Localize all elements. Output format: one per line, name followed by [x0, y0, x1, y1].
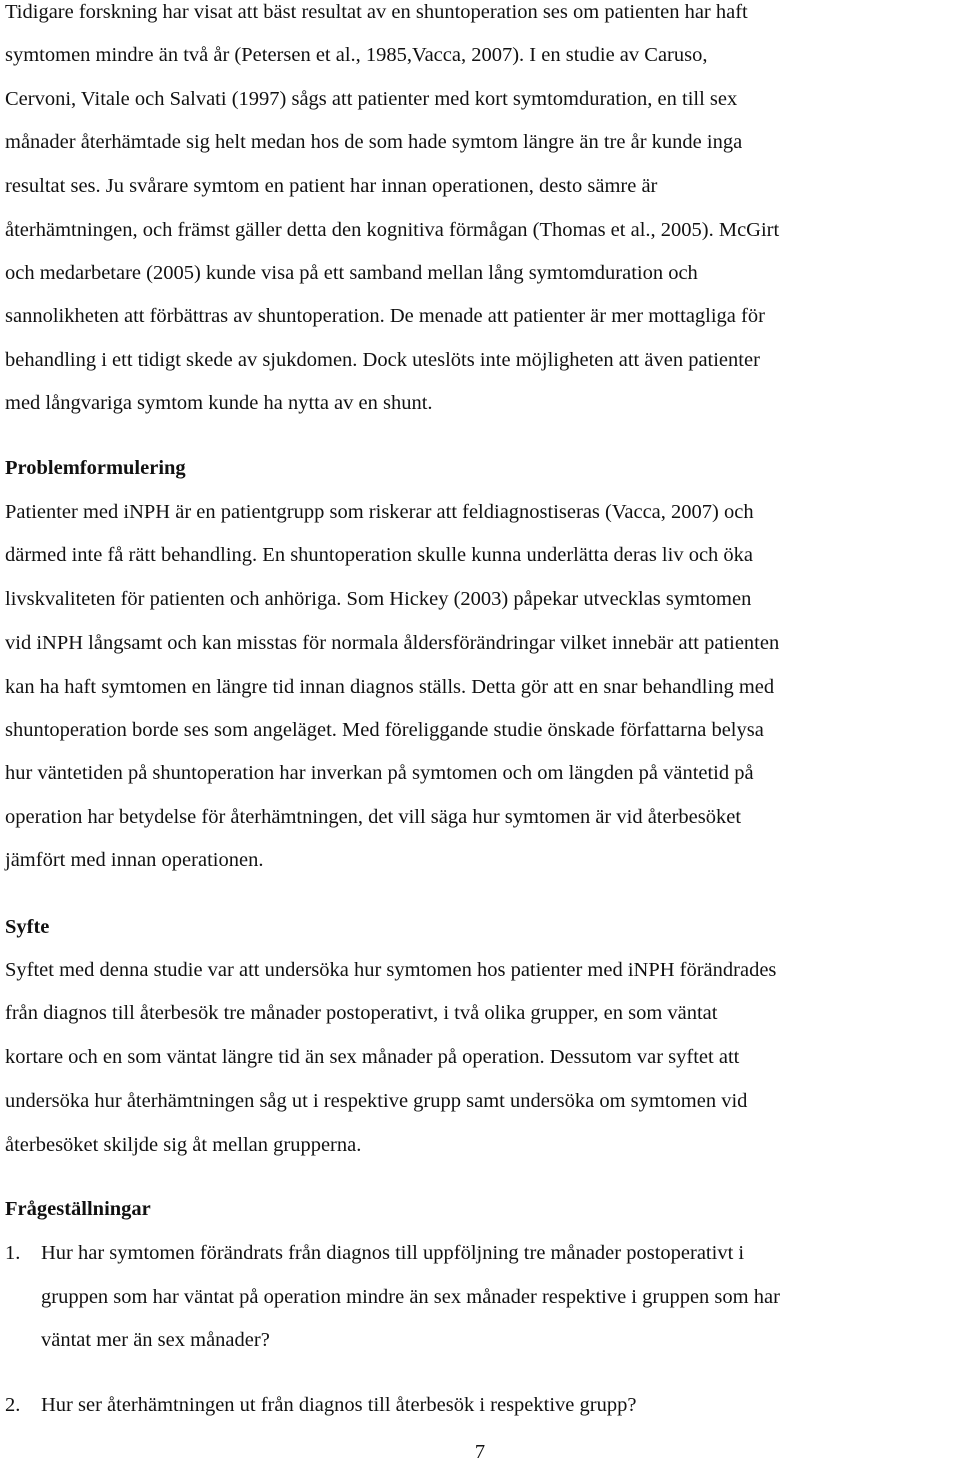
text-line: undersöka hur återhämtningen såg ut i respektive grupp samt undersöka om symtomen vid — [5, 1090, 748, 1112]
text-line: livskvaliteten för patienten och anhöriga. Som Hickey (2003) påpekar utvecklas symtomen — [5, 588, 752, 610]
text-line: återbesöket skiljde sig åt mellan grupperna. — [5, 1134, 362, 1156]
text-line: Cervoni, Vitale och Salvati (1997) sågs att patienter med kort symtomduration, en till sex — [5, 88, 738, 110]
text-line: hur väntetiden på shuntoperation har inverkan på symtomen och om längden på väntetid på — [5, 762, 754, 784]
text-line: väntat mer än sex månader? — [41, 1329, 270, 1351]
page-number: 7 — [474, 1441, 486, 1463]
text-line: Tidigare forskning har visat att bäst resultat av en shuntoperation ses om patienten har haft — [5, 1, 748, 23]
text-line: kan ha haft symtomen en längre tid innan diagnos ställs. Detta gör att en snar behandling med — [5, 676, 775, 698]
text-line: sannolikheten att förbättras av shuntoperation. De menade att patienter är mer mottagliga för — [5, 305, 765, 327]
text-line: shuntoperation borde ses som angeläget. Med föreliggande studie önskade författarna belysa — [5, 719, 764, 741]
list-item-number: 1. — [5, 1242, 21, 1264]
text-line: resultat ses. Ju svårare symtom en patient har innan operationen, desto sämre är — [5, 175, 658, 197]
text-line: Hur har symtomen förändrats från diagnos till uppföljning tre månader postoperativt i — [41, 1242, 745, 1264]
list-item-number: 2. — [5, 1394, 21, 1416]
text-line: jämfört med innan operationen. — [5, 849, 264, 871]
section-heading-syfte: Syfte — [5, 916, 50, 938]
text-line: från diagnos till återbesök tre månader postoperativt, i två olika grupper, en som väntat — [5, 1002, 718, 1024]
text-line: gruppen som har väntat på operation mindre än sex månader respektive i gruppen som har — [41, 1286, 780, 1308]
text-line: Patienter med iNPH är en patientgrupp som riskerar att feldiagnostiseras (Vacca, 2007) och — [5, 501, 754, 523]
text-line: månader återhämtade sig helt medan hos de som hade symtom längre än tre år kunde inga — [5, 131, 743, 153]
section-heading-questions: Frågeställningar — [5, 1198, 151, 1220]
text-line: med långvariga symtom kunde ha nytta av en shunt. — [5, 392, 433, 414]
text-line: återhämtningen, och främst gäller detta den kognitiva förmågan (Thomas et al., 2005). McGirt — [5, 219, 780, 241]
section-heading-problem: Problemformulering — [5, 457, 186, 479]
text-line: Hur ser återhämtningen ut från diagnos till återbesök i respektive grupp? — [41, 1394, 637, 1416]
text-line: därmed inte få rätt behandling. En shuntoperation skulle kunna underlätta deras liv och öka — [5, 544, 754, 566]
text-line: kortare och en som väntat längre tid än sex månader på operation. Dessutom var syftet att — [5, 1046, 740, 1068]
text-line: och medarbetare (2005) kunde visa på ett samband mellan lång symtomduration och — [5, 262, 698, 284]
text-line: Syftet med denna studie var att undersöka hur symtomen hos patienter med iNPH förändrades — [5, 959, 777, 981]
text-line: operation har betydelse för återhämtningen, det vill säga hur symtomen är vid återbesöket — [5, 806, 742, 828]
text-line: vid iNPH långsamt och kan misstas för normala åldersförändringar vilket innebär att patienten — [5, 632, 780, 654]
text-line: symtomen mindre än två år (Petersen et al., 1985,Vacca, 2007). I en studie av Caruso, — [5, 44, 708, 66]
text-line: behandling i ett tidigt skede av sjukdomen. Dock uteslöts inte möjligheten att även patienter — [5, 349, 760, 371]
